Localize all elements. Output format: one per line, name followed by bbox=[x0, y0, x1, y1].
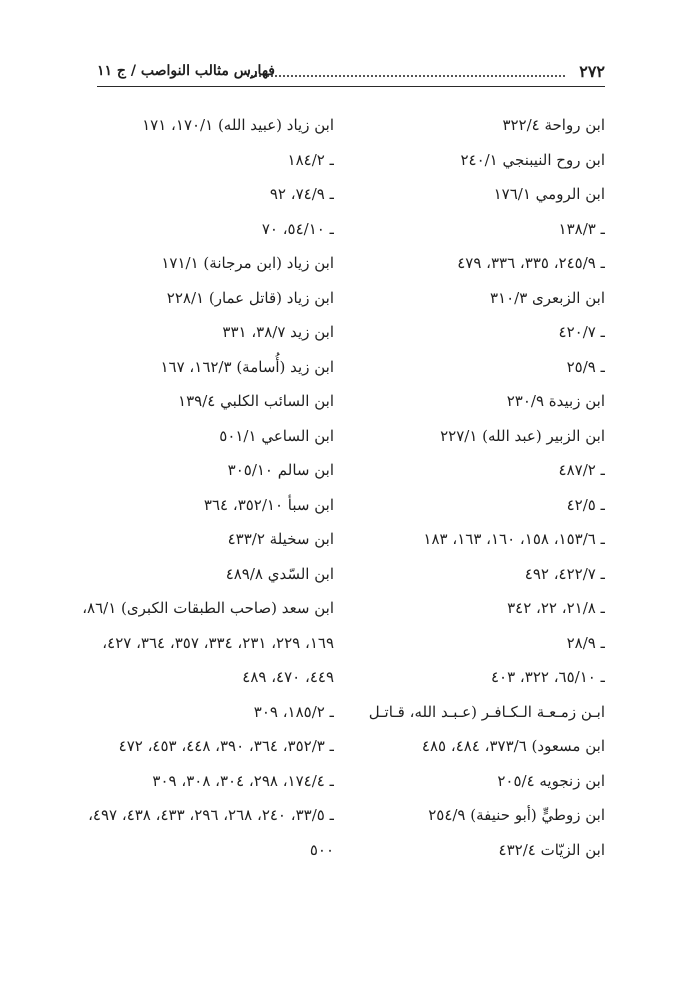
index-entry: ابن مسعود) ٣٧٣/٦، ٤٨٤، ٤٨٥ bbox=[421, 737, 605, 755]
index-entry: ابن السّدي ٤٨٩/٨ bbox=[225, 564, 334, 583]
index-entry: ابن الزبعرى ٣١٠/٣ bbox=[489, 288, 605, 307]
index-entry: ـ ٢٤٥/٩، ٣٣٥، ٣٣٦، ٤٧٩ bbox=[457, 254, 605, 272]
index-entry: ـ ٣٣/٥، ٢٤٠، ٢٦٨، ٢٩٦، ٤٣٣، ٤٣٨، ٤٩٧، bbox=[88, 806, 334, 824]
index-entry: ـ ١٣٨/٣ bbox=[558, 219, 605, 238]
index-entry: ـ ٢١/٨، ٢٢، ٣٤٢ bbox=[507, 599, 605, 617]
page-number: ٢٧٢ bbox=[579, 62, 605, 81]
index-entry: ٥٠٠ bbox=[309, 840, 334, 859]
index-entry: ابن سالم ٣٠٥/١٠ bbox=[227, 461, 334, 479]
index-entry: ـ ٣٥٢/٣، ٣٦٤، ٣٩٠، ٤٤٨، ٤٥٣، ٤٧٢ bbox=[118, 737, 334, 755]
index-entry: ابن الساعي ٥٠١/١ bbox=[219, 426, 334, 445]
index-entry: ابن زيد (أُسامة) ١٦٢/٣، ١٦٧ bbox=[160, 357, 334, 376]
page-header bbox=[97, 62, 605, 87]
index-entry: ابن زياد (قاتل عمار) ٢٢٨/١ bbox=[166, 288, 334, 307]
index-entry: ابن الزيّات ٤٣٢/٤ bbox=[498, 840, 605, 859]
index-entry: ـ ٢٨/٩ bbox=[566, 633, 605, 652]
index-entry: ٤٤٩، ٤٧٠، ٤٨٩ bbox=[242, 668, 334, 686]
index-entry: ابن زياد (ابن مرجانة) ١٧١/١ bbox=[161, 254, 334, 272]
index-entry: ١٦٩، ٢٢٩، ٢٣١، ٣٣٤، ٣٥٧، ٣٦٤، ٤٢٧، bbox=[102, 633, 334, 652]
index-entry: ابن السائب الكلبي ١٣٩/٤ bbox=[178, 392, 334, 410]
index-entry: ابن سعد (صاحب الطبقات الكبرى) ٨٦/١، bbox=[82, 599, 334, 617]
index-column-left bbox=[59, 108, 334, 867]
index-entry: ـ ٧٤/٩، ٩٢ bbox=[269, 185, 334, 203]
index-entry: ابن زنجويه ٢٠٥/٤ bbox=[497, 771, 605, 790]
index-entry: ـ ٤٢٠/٧ bbox=[558, 323, 605, 341]
running-title: فهارس مثالب النواصب / ج ١١ bbox=[97, 63, 275, 79]
index-entry: ـ ٢٥/٩ bbox=[566, 357, 605, 376]
index-entry: ابن زياد (عبيد الله) ١٧٠/١، ١٧١ bbox=[142, 116, 334, 134]
index-entry: ابن زبيدة ٢٣٠/٩ bbox=[506, 392, 605, 410]
index-entry: ـ ١٨٥/٢، ٣٠٩ bbox=[253, 702, 334, 721]
index-entry: ابن الرومي ١٧٦/١ bbox=[493, 185, 605, 203]
index-entry: ـ ٤٢٢/٧، ٤٩٢ bbox=[524, 564, 605, 583]
index-entry: ابن روح النيبنجي ٢٤٠/١ bbox=[460, 150, 605, 169]
header-dot-leader bbox=[247, 75, 565, 77]
index-entry: ابن سبأ ٣٥٢/١٠، ٣٦٤ bbox=[203, 495, 334, 514]
index-entry: ـ ١٥٣/٦، ١٥٨، ١٦٠، ١٦٣، ١٨٣ bbox=[423, 530, 605, 548]
index-entry: ـ ٥٤/١٠، ٧٠ bbox=[261, 219, 334, 238]
index-entry: ـ ١٨٤/٢ bbox=[287, 150, 334, 169]
index-entry: ابن زيد ٣٨/٧، ٣٣١ bbox=[222, 323, 334, 341]
index-entry: ـ ٤٢/٥ bbox=[566, 495, 605, 514]
index-entry: ـ ١٧٤/٤، ٢٩٨، ٣٠٤، ٣٠٨، ٣٠٩ bbox=[152, 771, 334, 790]
index-entry: ـ ٤٨٧/٢ bbox=[558, 461, 605, 479]
index-entry: ابـن زمـعـة الـكـافـر (عـبـد الله، قـاتـل bbox=[368, 702, 605, 721]
index-entry: ابن الزبير (عبد الله) ٢٢٧/١ bbox=[440, 426, 605, 445]
index-entry: ابن رواحة ٣٢٢/٤ bbox=[502, 116, 605, 134]
index-column-right bbox=[350, 108, 605, 867]
index-entry: ـ ٦٥/١٠، ٣٢٢، ٤٠٣ bbox=[490, 668, 605, 686]
index-entry: ابن سخيلة ٤٣٣/٢ bbox=[227, 530, 334, 548]
index-entry: ابن زوطيٍّ (أبو حنيفة) ٢٥٤/٩ bbox=[428, 806, 605, 824]
